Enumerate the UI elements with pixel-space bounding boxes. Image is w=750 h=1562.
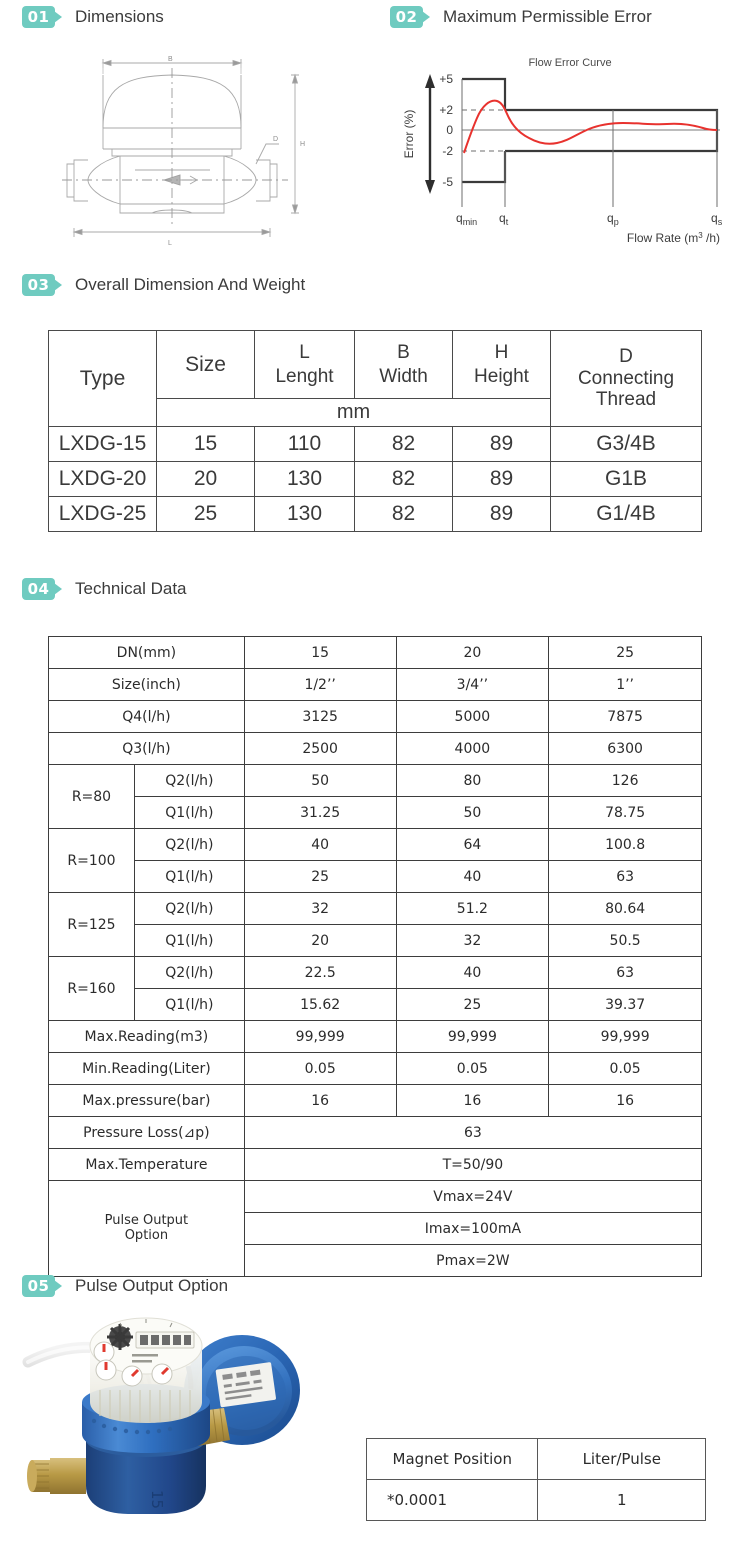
cell-dn15: 20 <box>244 925 396 957</box>
table-row <box>49 701 702 733</box>
cell-type: LXDG-20 <box>49 462 157 497</box>
row-label: Size(inch) <box>49 669 245 701</box>
cell-dn25: 0.05 <box>549 1053 702 1085</box>
cell-dn15: 15.62 <box>244 989 396 1021</box>
cell-width: 82 <box>355 427 453 462</box>
chart-title: Flow Error Curve <box>528 57 612 69</box>
cell-dn15: 50 <box>244 765 396 797</box>
row-label: Max.Temperature <box>49 1149 245 1181</box>
cell-size: 20 <box>157 462 255 497</box>
cell-dn25: 80.64 <box>549 893 702 925</box>
cell-dn20: 4000 <box>396 733 549 765</box>
cell-magnet-position: *0.0001 <box>367 1480 538 1521</box>
table-row <box>49 797 702 829</box>
water-meter-photo-svg <box>20 1290 360 1540</box>
cell-dn25: 39.37 <box>549 989 702 1021</box>
meter-register <box>90 1318 202 1423</box>
table-row <box>49 989 702 1021</box>
x-tick-qt: $q_t$ <box>499 211 509 227</box>
water-meter-outline-svg <box>60 52 320 247</box>
error-curve-path <box>464 101 717 153</box>
cell-dn25: 63 <box>549 861 702 893</box>
pulse-output-label <box>49 1181 245 1277</box>
water-meter-product-photo <box>20 1290 360 1540</box>
cell-dn25: 100.8 <box>549 829 702 861</box>
cell-dn15: 3125 <box>244 701 396 733</box>
cell-thread: G1/4B <box>551 497 702 532</box>
x-tick-qs: $q_s$ <box>711 211 723 227</box>
x-axis-label: Flow Rate ($m^3$ /h) <box>626 231 720 245</box>
cell-dn15: 1/2’’ <box>244 669 396 701</box>
r-group-label: R=100 <box>49 829 135 893</box>
section-badge-03 <box>22 274 62 296</box>
y-axis-arrow-icon <box>425 74 435 194</box>
row-label: Q1(l/h) <box>134 989 244 1021</box>
header-length <box>255 331 355 399</box>
cell-width: 82 <box>355 462 453 497</box>
y-tick-plus2: +2 <box>439 103 453 117</box>
section-header-02 <box>390 6 652 28</box>
cell-thread: G3/4B <box>551 427 702 462</box>
table-row <box>49 1053 702 1085</box>
dimension-label-l: L <box>168 240 172 247</box>
cell-span-value: T=50/90 <box>244 1149 701 1181</box>
section-badge-02 <box>390 6 430 28</box>
brass-connector-left <box>27 1458 86 1494</box>
flow-error-chart <box>395 52 745 247</box>
tolerance-band-narrow <box>505 110 717 151</box>
y-axis-label: Error (%) <box>402 109 416 159</box>
cell-pulse-imax: Imax=100mA <box>244 1213 701 1245</box>
y-tick-plus5: +5 <box>439 72 453 86</box>
header-type: Type <box>49 331 157 427</box>
pulse-output-label-line2: Option <box>124 1227 169 1243</box>
meter-size-emboss: 15 <box>148 1490 166 1510</box>
chart-vertical-rules <box>462 79 717 207</box>
y-tick-minus2: -2 <box>442 144 453 158</box>
cell-dn25: 78.75 <box>549 797 702 829</box>
r-group-label: R=125 <box>49 893 135 957</box>
badge-arrow-icon <box>422 11 430 23</box>
section-badge-number: 04 <box>22 578 55 600</box>
badge-arrow-icon <box>54 11 62 23</box>
cell-dn20: 16 <box>396 1085 549 1117</box>
row-label: Min.Reading(Liter) <box>49 1053 245 1085</box>
table-header-row <box>367 1439 706 1480</box>
table-header-row <box>49 331 702 399</box>
section-title-04: Technical Data <box>75 579 187 598</box>
cell-size: 15 <box>157 427 255 462</box>
section-badge-number: 01 <box>22 6 55 28</box>
section-title-02: Maximum Permissible Error <box>443 7 652 26</box>
dimension-label-b: B <box>168 56 173 63</box>
header-height-code: H <box>494 341 509 363</box>
cell-length: 130 <box>255 462 355 497</box>
r-group-label: R=160 <box>49 957 135 1021</box>
tolerance-band-wide <box>462 79 505 182</box>
cell-dn15: 2500 <box>244 733 396 765</box>
row-label: Q2(l/h) <box>134 765 244 797</box>
cell-dn20: 50 <box>396 797 549 829</box>
technical-data-table <box>48 636 702 1277</box>
table-row <box>49 1117 702 1149</box>
row-label: Q1(l/h) <box>134 925 244 957</box>
section-title-05: Pulse Output Option <box>75 1276 229 1295</box>
table-row <box>49 427 702 462</box>
dimension-drawing <box>60 52 320 247</box>
cell-dn20: 80 <box>396 765 549 797</box>
pulse-output-label-line1: Pulse Output <box>104 1212 189 1228</box>
cell-dn20: 40 <box>396 861 549 893</box>
cell-length: 130 <box>255 497 355 532</box>
row-label: Q1(l/h) <box>134 861 244 893</box>
header-magnet-position: Magnet Position <box>367 1439 538 1480</box>
table-row <box>49 765 702 797</box>
table-row <box>49 1021 702 1053</box>
cell-type: LXDG-15 <box>49 427 157 462</box>
cell-dn15: 40 <box>244 829 396 861</box>
row-label: DN(mm) <box>49 637 245 669</box>
cell-dn25: 63 <box>549 957 702 989</box>
row-label: Pressure Loss(⊿p) <box>49 1117 245 1149</box>
cell-height: 89 <box>453 427 551 462</box>
cell-width: 82 <box>355 497 453 532</box>
dimension-label-d: D <box>273 136 279 143</box>
cell-dn25: 25 <box>549 637 702 669</box>
y-tick-minus5: -5 <box>442 175 453 189</box>
cell-thread: G1B <box>551 462 702 497</box>
badge-arrow-icon <box>54 583 62 595</box>
cell-dn15: 22.5 <box>244 957 396 989</box>
section-badge-number: 03 <box>22 274 55 296</box>
cell-dn20: 64 <box>396 829 549 861</box>
header-length-word: Lenght <box>275 365 334 387</box>
header-unit-mm: mm <box>157 399 551 427</box>
overall-dimension-table <box>48 330 702 532</box>
row-label: Q2(l/h) <box>134 893 244 925</box>
cell-dn20: 25 <box>396 989 549 1021</box>
section-title-01: Dimensions <box>75 7 164 26</box>
cell-dn25: 16 <box>549 1085 702 1117</box>
cell-dn15: 25 <box>244 861 396 893</box>
cell-pulse-vmax: Vmax=24V <box>244 1181 701 1213</box>
table-row <box>49 462 702 497</box>
table-row <box>49 957 702 989</box>
section-badge-number: 05 <box>22 1275 55 1297</box>
header-width-code: B <box>397 341 410 363</box>
section-badge-01 <box>22 6 62 28</box>
section-badge-04 <box>22 578 62 600</box>
header-thread <box>551 331 702 427</box>
table-row <box>49 925 702 957</box>
table-row <box>49 829 702 861</box>
table-row <box>49 497 702 532</box>
cell-pulse-pmax: Pmax=2W <box>244 1245 701 1277</box>
cell-dn20: 51.2 <box>396 893 549 925</box>
cell-dn20: 20 <box>396 637 549 669</box>
table-row <box>49 637 702 669</box>
cell-dn25: 7875 <box>549 701 702 733</box>
table-row <box>367 1480 706 1521</box>
header-liter-pulse: Liter/Pulse <box>538 1439 706 1480</box>
row-label: Q2(l/h) <box>134 957 244 989</box>
header-thread-code: D <box>619 346 633 368</box>
row-label: Q4(l/h) <box>49 701 245 733</box>
badge-arrow-icon <box>54 279 62 291</box>
cell-dn20: 40 <box>396 957 549 989</box>
cell-dn20: 3/4’’ <box>396 669 549 701</box>
cell-dn15: 0.05 <box>244 1053 396 1085</box>
cell-dn15: 31.25 <box>244 797 396 829</box>
cell-dn25: 50.5 <box>549 925 702 957</box>
cell-dn25: 126 <box>549 765 702 797</box>
cell-dn15: 32 <box>244 893 396 925</box>
cell-size: 25 <box>157 497 255 532</box>
header-length-code: L <box>299 341 310 363</box>
table-row <box>49 893 702 925</box>
header-height-word: Height <box>474 365 529 387</box>
cell-dn15: 99,999 <box>244 1021 396 1053</box>
cell-dn25: 99,999 <box>549 1021 702 1053</box>
section-title-03: Overall Dimension And Weight <box>75 275 306 294</box>
table-row <box>49 733 702 765</box>
row-label: Max.pressure(bar) <box>49 1085 245 1117</box>
header-thread-word-2: Thread <box>595 389 657 411</box>
cell-height: 89 <box>453 462 551 497</box>
header-size: Size <box>157 331 255 399</box>
section-badge-number: 02 <box>390 6 423 28</box>
table-row <box>49 1181 702 1213</box>
table-row <box>49 1085 702 1117</box>
row-label: Q2(l/h) <box>134 829 244 861</box>
dimension-label-h: H <box>300 141 306 148</box>
section-header-01 <box>22 6 164 28</box>
cell-dn20: 99,999 <box>396 1021 549 1053</box>
section-header-04 <box>22 578 187 600</box>
cell-dn25: 1’’ <box>549 669 702 701</box>
cell-dn15: 15 <box>244 637 396 669</box>
cell-dn20: 32 <box>396 925 549 957</box>
magnet-position-table <box>366 1438 706 1521</box>
cell-height: 89 <box>453 497 551 532</box>
x-tick-qp: $q_p$ <box>607 211 619 227</box>
table-row <box>49 861 702 893</box>
header-thread-word-1: Connecting <box>577 367 675 389</box>
cell-dn25: 6300 <box>549 733 702 765</box>
cell-dn15: 16 <box>244 1085 396 1117</box>
cell-dn20: 5000 <box>396 701 549 733</box>
cap-label <box>215 1362 276 1407</box>
table-row <box>49 669 702 701</box>
x-tick-qmin: $q_{min}$ <box>456 211 478 227</box>
row-label: Q3(l/h) <box>49 733 245 765</box>
row-label: Q1(l/h) <box>134 797 244 829</box>
section-header-03 <box>22 274 305 296</box>
cell-type: LXDG-25 <box>49 497 157 532</box>
row-label: Max.Reading(m3) <box>49 1021 245 1053</box>
y-tick-zero: 0 <box>446 123 453 137</box>
cell-span-value: 63 <box>244 1117 701 1149</box>
cell-liter-pulse: 1 <box>538 1480 706 1521</box>
header-width-word: Width <box>379 365 428 387</box>
cell-length: 110 <box>255 427 355 462</box>
cell-dn20: 0.05 <box>396 1053 549 1085</box>
r-group-label: R=80 <box>49 765 135 829</box>
header-width <box>355 331 453 399</box>
flow-error-curve-svg <box>395 52 745 247</box>
header-height <box>453 331 551 399</box>
table-row <box>49 1149 702 1181</box>
